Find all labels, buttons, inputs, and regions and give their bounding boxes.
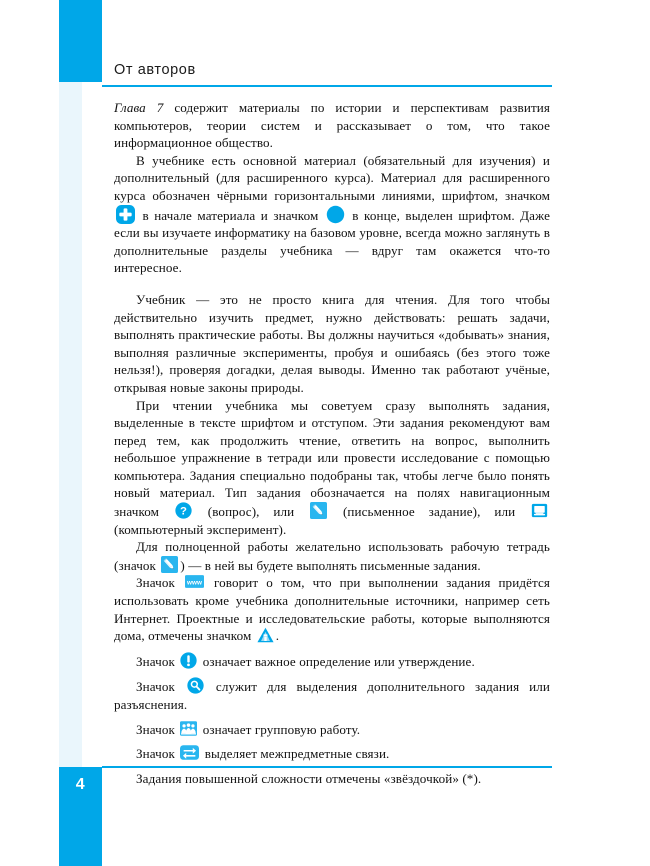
- pencil-icon: [310, 502, 327, 519]
- internet-text-2: говорит о том, что при выполнении задания придётся использовать кроме учебника дополнительные источники, например сеть Интернет. Проектные и исследовательские работы, которые выполняются дома, отмечены значком: [114, 575, 551, 644]
- internet-text-3: .: [275, 628, 280, 644]
- paragraph-internet-sources: [114, 574, 550, 644]
- question-mark-icon: [175, 502, 192, 519]
- material-types-text-3: в конце, выделен шрифтом. Даже если вы изучаете информатику на базовом уровне, всегда можно заглянуть в дополнительные разделы учебника — вдруг там окажется что-то интересное.: [114, 207, 550, 276]
- extra-task-text-2: служит для выделения дополнительного задания или разъяснения.: [114, 679, 551, 712]
- workbook-text-2: ) — в ней вы будете выполнять письменные задания.: [180, 557, 481, 573]
- workbook-text-1: Для полноценной работы желательно использовать рабочую тетрадь (значок: [114, 539, 550, 573]
- material-types-text-2: в начале материала и значком: [142, 207, 319, 223]
- important-text-2: означает важное определение или утверждение.: [202, 653, 475, 669]
- cross-subject-text-1: Значок: [136, 746, 175, 762]
- group-work-text-1: Значок: [136, 721, 175, 737]
- paragraph-extra-task: [114, 677, 550, 713]
- material-types-text-1: В учебнике есть основной материал (обязательный для изучения) и дополнительный (для расширенного курса). Материал для расширенного курса обозначен чёрными горизонтальными линиями, шрифтом, значком: [114, 152, 550, 203]
- top-left-accent-block: [59, 0, 102, 82]
- paragraph-group-work: [114, 721, 550, 739]
- task-markers-text-3: (письменное задание), или: [342, 504, 516, 520]
- plus-icon: [116, 205, 135, 224]
- task-markers-text-2: (вопрос), или: [207, 504, 295, 520]
- paragraph-important-definition: [114, 652, 550, 671]
- left-decorative-strip: [59, 0, 82, 866]
- svg-text:www: www: [186, 579, 202, 587]
- magnifier-icon: [187, 677, 204, 694]
- page-body-text: [114, 99, 550, 787]
- paragraph-advanced-tasks: Задания повышенной сложности отмечены «звёздочкой» (*).: [136, 770, 482, 786]
- paragraph-chapter-intro: [114, 99, 550, 152]
- task-markers-text-1: При чтении учебника мы советуем сразу выполнять задания, выделенные в тексте шрифтом и отступом. Эти задания рекомендуют вам перед тем, как продолжить чтение, ответить на вопрос, выполнить небольшое упражнение в тетради или провести исследование с помощью компьютера. Задания специально подобраны так, чтобы легче было понять новый материал. Тип задания обозначается на полях навигационным значком: [114, 397, 550, 520]
- filled-circle-icon: [326, 205, 345, 224]
- cross-subject-text-2: выделяет межпредметные связи.: [204, 746, 390, 762]
- task-markers-text-4: (компьютерный эксперимент).: [114, 521, 287, 537]
- paragraph-how-to-study: Учебник — это не просто книга для чтения. Для того чтобы действительно изучить предмет, нужно действовать: решать задачи, выполнять практические работы. Вы должны научиться «добывать» знания, выполняя различные эксперименты, пробуя и ошибаясь (без этого тоже нельзя!), проверяя догадки, делая выводы. Именно так работают учёные, открывая новые законы природы.: [114, 291, 550, 395]
- exchange-arrows-icon: [180, 745, 199, 760]
- house-icon: [257, 627, 274, 643]
- chapter-reference: Глава 7: [114, 100, 164, 115]
- paragraph-cross-subject: [114, 745, 550, 763]
- svg-text:?: ?: [179, 505, 187, 518]
- paragraph-material-types: [114, 152, 550, 277]
- extra-task-text-1: Значок: [136, 679, 175, 695]
- computer-monitor-icon: [531, 502, 548, 519]
- header-divider-rule: [102, 85, 552, 87]
- page-number: 4: [75, 776, 86, 793]
- exclamation-icon: [180, 652, 197, 669]
- pencil-icon: [161, 556, 178, 573]
- group-work-text-2: означает групповую работу.: [202, 721, 361, 737]
- group-work-icon: [180, 721, 197, 736]
- important-text-1: Значок: [136, 653, 175, 669]
- www-icon: [185, 575, 204, 588]
- chapter-intro-text: содержит материалы по истории и перспективам развития компьютеров, теории систем и рассказывает о том, что такое информационное общество.: [114, 100, 550, 151]
- internet-text-1: Значок: [136, 575, 175, 591]
- paragraph-task-markers: [114, 397, 550, 539]
- paragraph-workbook: [114, 538, 550, 574]
- page-title: От авторов: [114, 62, 196, 78]
